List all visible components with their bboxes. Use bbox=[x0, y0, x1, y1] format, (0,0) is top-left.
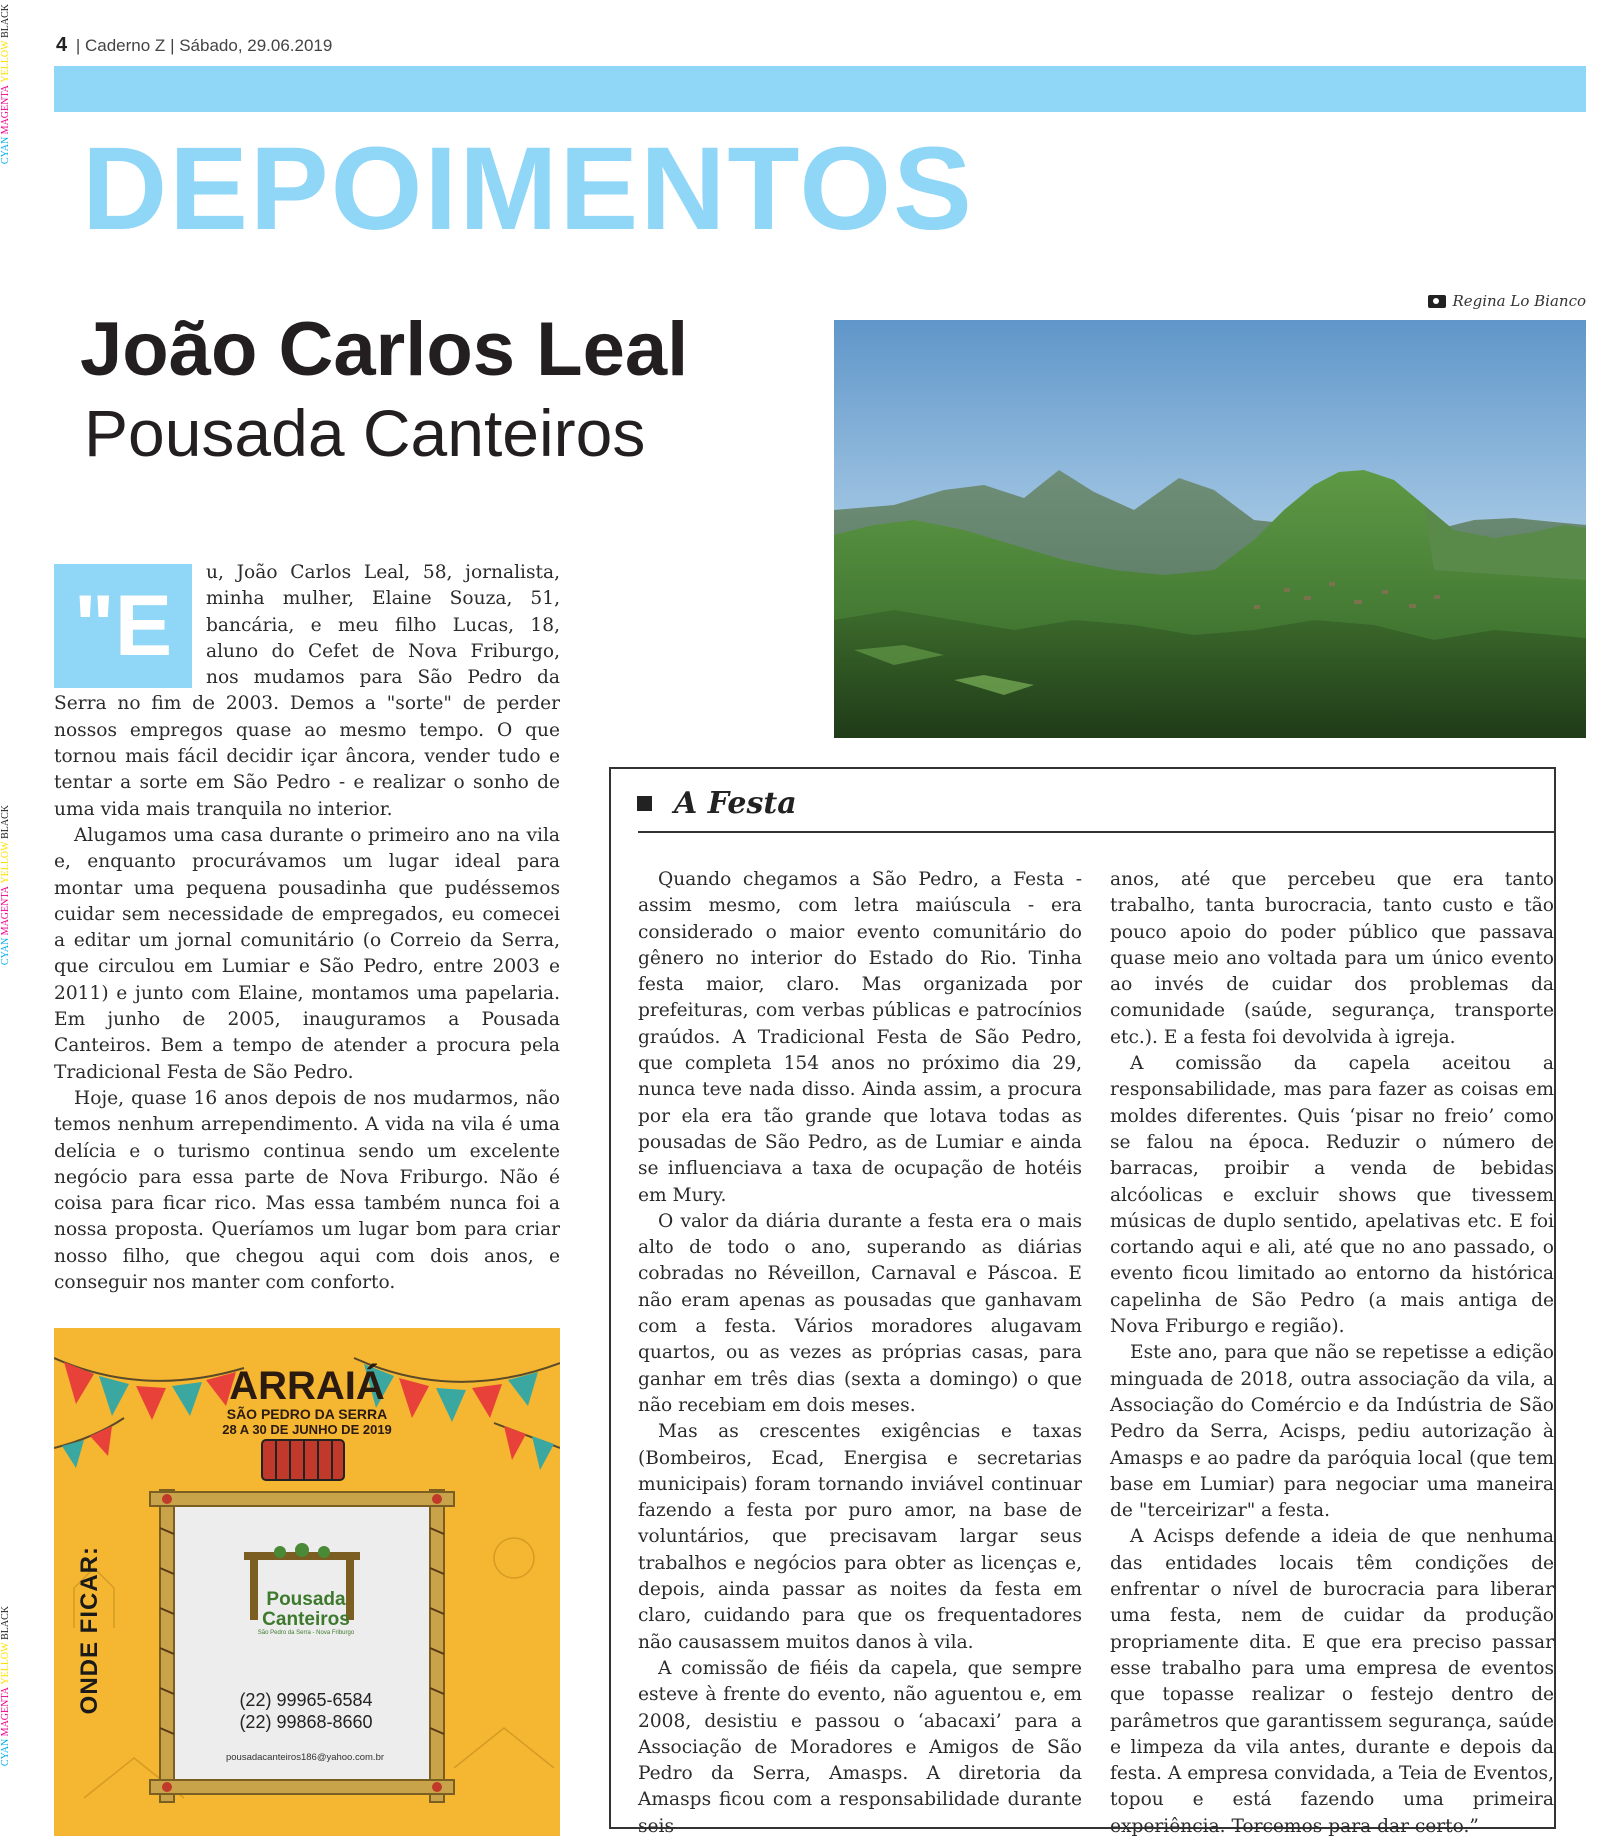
reg-yellow: YELLOW bbox=[0, 1642, 11, 1685]
ad-logo-line2: Canteiros bbox=[262, 1608, 350, 1630]
article-paragraph: u, João Carlos Leal, 58, jornalista, minha mulher, Elaine Souza, 51, bancária, e meu filho Lucas, 18, aluno do Cefet de Nova Friburgo, nos mudamos para São Pedro da Serra no fim de 2003. Demos a "sorte" de perder nossos empregos quase ao mesmo tempo. O que tornou mais fácil decidir içar âncora, vender tudo e tentar a sorte em São Pedro - e realizar o sonho de uma vida mais tranquila no interior. bbox=[54, 562, 560, 820]
header-color-bar bbox=[54, 66, 1586, 112]
article-paragraph: Hoje, quase 16 anos depois de nos mudarmos, não temos nenhum arrependimento. A vida na vila é uma delícia e o turismo continua sendo um excelente negócio para essa parte de Nova Friburgo. Não é coisa para ficar rico. Mas essa também nunca foi a nossa proposta. Queríamos um lugar bom para criar nosso filho, que chegou aqui com dois anos, e conseguir nos manter com conforto. bbox=[54, 1087, 560, 1294]
sidebar-paragraph: anos, até que percebeu que era tanto trabalho, tanta burocracia, tanto custo e tão pouco apoio do poder público que passava quase meio ano voltada para um único evento ao invés de cuidar dos problemas da comunidade (saúde, segurança, transporte etc.). E a festa foi devolvida à igreja. bbox=[1110, 869, 1554, 1048]
landscape-photo bbox=[834, 320, 1586, 738]
square-bullet-icon bbox=[637, 796, 652, 811]
registration-marks-top bbox=[0, 4, 14, 164]
ad-phone-2: (22) 99868-8660 bbox=[239, 1711, 373, 1732]
reg-cyan: CYAN bbox=[0, 1738, 11, 1767]
registration-marks-bottom bbox=[0, 1606, 14, 1766]
reg-yellow: YELLOW bbox=[0, 40, 11, 83]
ad-vertical-label-text: ONDE FICAR: bbox=[76, 1546, 103, 1715]
sidebar-rule bbox=[638, 831, 1556, 833]
sidebar-paragraph: A Acisps defende a ideia de que nenhuma das entidades locais têm condições de enfrentar o nível de burocracia para liberar uma festa, nem de cuidar da produção propriamente dita. E que era preciso passar esse trabalho para uma empresa de eventos que topasse realizar o festejo dentro de parâmetros que garantissem segurança, saúde e limpeza da vila antes, durante e depois da festa. A empresa convidada, a Teia de Eventos, topou e está fazendo uma primeira experiência. Torcemos para dar certo.” bbox=[1110, 1526, 1554, 1837]
page-number: 4 bbox=[56, 34, 68, 56]
ad-phone-1: (22) 99965-6584 bbox=[239, 1690, 373, 1710]
ad-email: pousadacanteiros186@yahoo.com.br bbox=[225, 1752, 385, 1763]
article-body bbox=[54, 560, 560, 1296]
sidebar-paragraph: A comissão da capela aceitou a responsabilidade, mas para fazer as coisas em moldes diferentes. Quis ‘pisar no freio’ como se falou na época. Reduzir o número de barracas, proibir a venda de bebidas alcóolicas e excluir shows que tivessem músicas de duplo sentido, apelativas etc. E foi cortando aqui e ali, até que no ano passado, o evento ficou limitado ao entorno da histórica capelinha de São Pedro (a mais antiga de Nova Friburgo e região). bbox=[1110, 1053, 1554, 1338]
photo-credit bbox=[1428, 292, 1586, 310]
page-folio bbox=[56, 34, 332, 57]
reg-cyan: CYAN bbox=[0, 136, 11, 165]
sidebar-title bbox=[637, 786, 797, 821]
ad-vertical-label bbox=[76, 1546, 116, 1766]
ad-logo-text bbox=[226, 1590, 386, 1636]
drop-cap: "E bbox=[54, 564, 192, 688]
reg-magenta: MAGENTA bbox=[0, 886, 11, 936]
ad-headline: ARRAIÁ bbox=[229, 1364, 385, 1408]
sidebar-title-text: A Festa bbox=[674, 786, 797, 821]
ad-logo-tagline: São Pedro da Serra - Nova Friburgo bbox=[257, 1629, 355, 1636]
sidebar-column-1 bbox=[638, 867, 1082, 1840]
reg-yellow: YELLOW bbox=[0, 841, 11, 884]
ad-place: SÃO PEDRO DA SERRA bbox=[226, 1406, 388, 1422]
issue-date: | Sábado, 29.06.2019 bbox=[170, 36, 333, 55]
reg-black: BLACK bbox=[0, 1606, 11, 1640]
sidebar-paragraph: Quando chegamos a São Pedro, a Festa - assim mesmo, com letra maiúscula - era considerado o maior evento comunitário do gênero no interior do Estado do Rio. Tinha festa maior, claro. Mas organizada por prefeituras, com verbas públicas e patrocínios graúdos. A Tradicional Festa de São Pedro, que completa 154 anos no próximo dia 29, nunca teve nada disso. Ainda assim, a procura por ela era tão grande que lotava todas as pousadas de São Pedro, as de Lumiar e ainda se influenciava a taxa de ocupação de hotéis em Mury. bbox=[638, 869, 1082, 1206]
sidebar-paragraph: Mas as crescentes exigências e taxas (Bombeiros, Ecad, Energisa e secretarias municipais) foram tornando inviável continuar fazendo a festa por puro amor, na base de voluntários, que precisavam largar seus trabalhos e negócios para obter as licenças e, depois, ainda passar as noites da festa em claro, cuidando para que os frequentadores não causassem muitos danos à vila. bbox=[638, 1421, 1082, 1653]
camera-icon bbox=[1428, 295, 1446, 308]
photo-credit-name: Regina Lo Bianco bbox=[1452, 292, 1586, 310]
section-name: | Caderno Z bbox=[75, 36, 166, 55]
sidebar-column-2 bbox=[1110, 867, 1554, 1840]
reg-magenta: MAGENTA bbox=[0, 85, 11, 135]
reg-black: BLACK bbox=[0, 805, 11, 839]
article-paragraph: Alugamos uma casa durante o primeiro ano na vila e, enquanto procurávamos um lugar ideal para montar uma pequena pousadinha que pudéssemos cuidar sem necessidade de empregados, eu comecei a editar um jornal comunitário (o Correio da Serra, que circulou em Lumiar e São Pedro, entre 2003 e 2011) e junto com Elaine, montamos uma papelaria. Em junho de 2005, inauguramos a Pousada Canteiros. Bem a tempo de atender a procura pela Tradicional Festa de São Pedro. bbox=[54, 824, 560, 1083]
reg-cyan: CYAN bbox=[0, 937, 11, 966]
accordion-icon bbox=[262, 1440, 344, 1480]
reg-magenta: MAGENTA bbox=[0, 1687, 11, 1737]
pousada-advertisement bbox=[54, 1328, 560, 1836]
section-title: DEPOIMENTOS bbox=[82, 123, 974, 255]
reg-black: BLACK bbox=[0, 4, 11, 38]
ad-logo-line1: Pousada bbox=[266, 1589, 346, 1610]
sidebar-paragraph: A comissão de fiéis da capela, que sempre esteve à frente do evento, não aguentou e, em 2008, desistiu e passou o ‘abacaxi’ para a Associação de Moradores e Amigos de São Pedro da Serra, Amasps. A diretoria da Amasps ficou com a responsabilidade durante seis bbox=[638, 1657, 1082, 1837]
ad-phones bbox=[196, 1690, 416, 1733]
sidebar-paragraph: O valor da diária durante a festa era o mais alto de todo o ano, superando as diárias cobradas no Réveillon, Carnaval e Páscoa. E não eram apenas as pousadas que ganhavam com a festa. Vários moradores alugavam quartos, ou as vezes as próprias casas, para ganhar em três dias (sexta a domingo) o que não recebiam em dois meses. bbox=[638, 1210, 1082, 1416]
ad-dates: 28 A 30 DE JUNHO DE 2019 bbox=[222, 1422, 392, 1437]
sidebar-paragraph: Este ano, para que não se repetisse a edição minguada de 2018, outra associação da vila, a Associação do Comércio e da Indústria de São Pedro da Serra, Acisps, pediu autorização à Amasps e ao padre da paróquia local (que tem base em Lumiar) para negociar uma maneira de "terceirizar" a festa. bbox=[1110, 1342, 1554, 1522]
headline-business: Pousada Canteiros bbox=[84, 396, 646, 470]
landscape-illustration bbox=[834, 320, 1586, 738]
registration-marks-middle bbox=[0, 805, 14, 965]
headline-name: João Carlos Leal bbox=[80, 307, 689, 392]
